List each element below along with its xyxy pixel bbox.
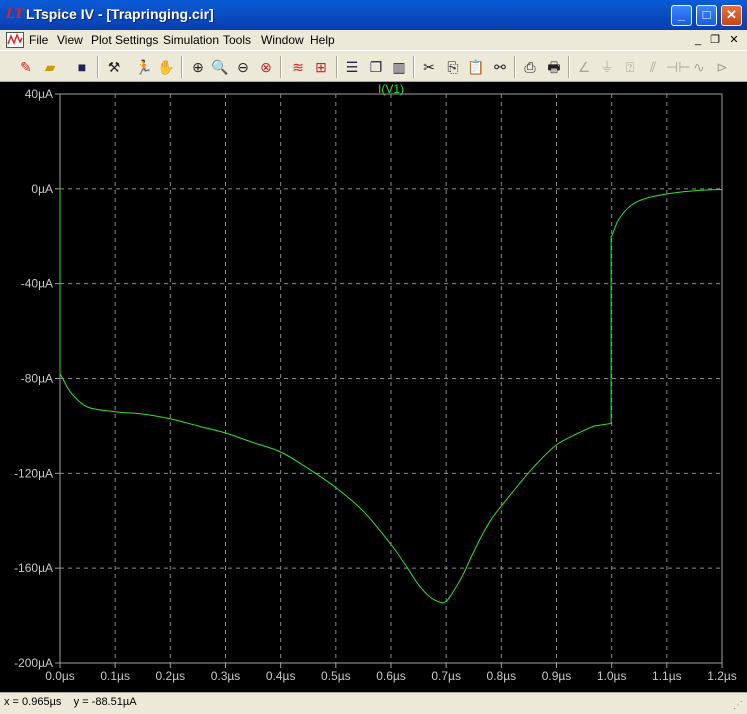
ltspice-logo-icon: LT — [6, 7, 24, 22]
y-tick-label: -160µA — [14, 561, 53, 576]
cursor-readout: x = 0.965µs y = -88.51µA — [4, 696, 137, 708]
resistor-icon[interactable]: ⫽ — [649, 59, 657, 75]
x-tick-label: 0.0µs — [45, 669, 75, 683]
menu-tools[interactable]: Tools — [223, 33, 252, 47]
cascade-icon[interactable]: ❐ — [369, 59, 383, 75]
x-tick-label: 0.4µs — [265, 669, 296, 683]
copy-icon[interactable]: ⎘ — [447, 59, 459, 75]
capacitor-icon[interactable]: ⊣⊢ — [666, 59, 691, 75]
inductor-icon[interactable]: ∿ — [693, 59, 705, 75]
x-tick-label: 1.0µs — [596, 669, 627, 683]
waveform-window-icon[interactable] — [6, 32, 24, 48]
menu-simulation[interactable]: Simulation — [163, 33, 220, 47]
toolbar-separator — [413, 56, 415, 78]
title-bar — [0, 0, 747, 30]
waveform-chart[interactable] — [0, 82, 747, 692]
find-icon[interactable]: ⚯ — [494, 59, 506, 75]
mdi-minimize-button[interactable]: _ — [694, 34, 702, 46]
tile-vertical-icon[interactable]: ▥ — [392, 59, 406, 75]
control-panel-icon[interactable]: ⚒ — [107, 59, 121, 75]
trace-title: I(V1) — [377, 82, 405, 96]
mdi-close-button[interactable]: ✕ — [729, 34, 739, 46]
x-tick-label: 0.8µs — [486, 669, 517, 683]
run-icon[interactable]: 🏃 — [135, 59, 153, 75]
menu-plot-settings[interactable]: Plot Settings — [91, 33, 159, 47]
y-tick-label: -40µA — [20, 276, 53, 291]
maximize-button[interactable]: □ — [696, 5, 717, 26]
x-tick-label: 0.1µs — [100, 669, 130, 683]
y-tick-label: 40µA — [24, 87, 53, 101]
diode-icon[interactable]: ⊳ — [716, 59, 728, 75]
window-title: LTspice IV - [Trapringing.cir] — [26, 6, 214, 22]
cut-icon[interactable]: ✂ — [423, 59, 435, 75]
resize-grip-icon[interactable]: ⋰ — [733, 700, 743, 711]
tile-horizontal-icon[interactable]: ☰ — [345, 59, 359, 75]
menu-view[interactable]: View — [57, 33, 83, 47]
print-preview-icon[interactable]: ⎙ — [524, 59, 536, 75]
print-icon[interactable]: 🖶 — [547, 59, 561, 75]
x-tick-label: 1.2µs — [707, 669, 737, 683]
waveform-plot[interactable] — [0, 82, 747, 692]
x-tick-label: 0.6µs — [376, 669, 406, 683]
toolbar-separator — [280, 56, 282, 78]
new-schematic-icon[interactable]: ✎ — [20, 59, 32, 75]
zoom-out-icon[interactable]: ⊖ — [237, 59, 249, 75]
x-tick-label: 0.2µs — [155, 669, 186, 683]
mdi-restore-button[interactable]: ❐ — [710, 34, 720, 46]
x-tick-label: 0.3µs — [210, 669, 241, 683]
toolbar-separator — [97, 56, 99, 78]
paste-icon[interactable]: 📋 — [467, 59, 485, 75]
label-icon[interactable]: ⍰ — [625, 59, 635, 75]
x-tick-label: 0.5µs — [321, 669, 351, 683]
x-tick-label: 1.1µs — [652, 669, 682, 683]
autorange-icon[interactable]: ⊞ — [315, 59, 327, 75]
x-tick-label: 0.7µs — [431, 669, 461, 683]
zoom-in-icon[interactable]: ⊕ — [192, 59, 204, 75]
series-line — [60, 189, 722, 603]
x-tick-label: 0.9µs — [541, 669, 572, 683]
zoom-area-icon[interactable]: 🔍 — [211, 59, 229, 75]
pan-hand-icon[interactable]: ✋ — [157, 59, 175, 75]
toolbar-separator — [568, 56, 570, 78]
plot-settings-icon[interactable]: ≋ — [292, 59, 304, 75]
menu-window[interactable]: Window — [261, 33, 304, 47]
toolbar — [0, 50, 747, 82]
minimize-button[interactable]: _ — [671, 5, 692, 26]
menu-help[interactable]: Help — [310, 33, 335, 47]
menu-bar — [0, 30, 747, 50]
save-icon[interactable]: ■ — [77, 59, 87, 75]
y-tick-label: 0µA — [31, 181, 53, 196]
y-tick-label: -120µA — [14, 466, 53, 481]
status-bar — [0, 692, 747, 714]
toolbar-separator — [336, 56, 338, 78]
close-button[interactable]: ✕ — [721, 5, 742, 26]
open-icon[interactable]: ▰ — [44, 59, 56, 75]
wire-icon[interactable]: ∠ — [577, 59, 591, 75]
y-tick-label: -80µA — [20, 371, 53, 386]
y-tick-label: -200µA — [14, 656, 53, 670]
toolbar-separator — [514, 56, 516, 78]
ground-icon[interactable]: ⏚ — [600, 59, 614, 75]
menu-file[interactable]: File — [29, 33, 49, 47]
zoom-fit-icon[interactable]: ⊗ — [260, 59, 272, 75]
toolbar-separator — [181, 56, 183, 78]
